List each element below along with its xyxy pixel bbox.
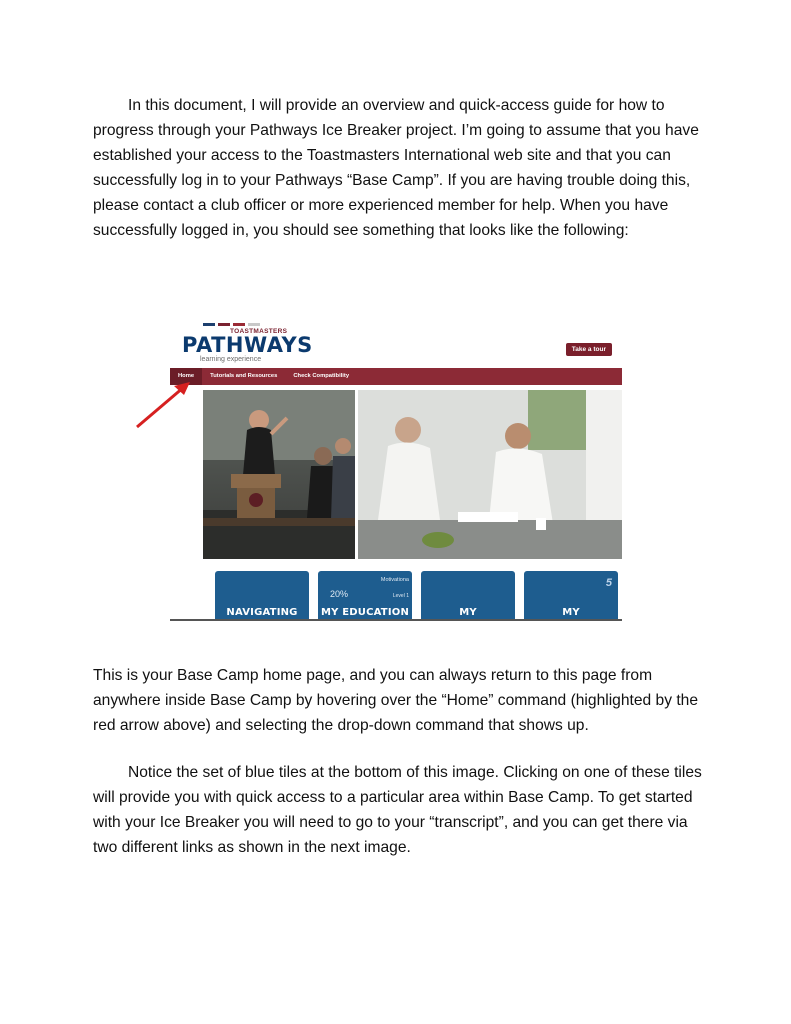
navigation-bar bbox=[170, 368, 622, 385]
home-page-paragraph: This is your Base Camp home page, and you can always return to this page from anywhere inside Base Camp by hovering over the “Home” command (highlighted by the red arrow above) and selecting the drop-down command that shows up. bbox=[93, 667, 699, 734]
tile-label: MY EDUCATION bbox=[320, 607, 410, 618]
tile-number: 5 bbox=[605, 577, 612, 589]
screenshot-header bbox=[170, 318, 622, 368]
intro-paragraph: In this document, I will provide an overview and quick-access guide for how to progress through your Pathways Ice Breaker project. I’m going to assume that you have established your access to the Toastmasters International web site and that you can successfully log in to your Pathways “Base Camp”. If you are having trouble doing this, please contact a club officer or more experienced member for help. When you have successfully logged in, you should see something that looks like the following: bbox=[93, 97, 699, 239]
red-arrow-icon bbox=[134, 380, 194, 430]
tile-level-text: Level 1 bbox=[392, 593, 409, 599]
speaker-photo bbox=[203, 390, 355, 559]
tile-progress-percent: 20% bbox=[330, 589, 349, 599]
tile-my-education[interactable] bbox=[318, 571, 412, 619]
nav-home[interactable]: Home bbox=[170, 368, 202, 385]
tile-navigating[interactable] bbox=[215, 571, 309, 619]
tile-label: MY bbox=[562, 607, 580, 618]
meeting-photo bbox=[358, 390, 622, 559]
tiles-paragraph: Notice the set of blue tiles at the bottom of this image. Clicking on one of these tiles will provide you with quick access to a particular area within Base Camp. To get started with your Ice Breaker you will need to go to your “transcript”, and you can get there via two different links as shown in the next image. bbox=[93, 764, 702, 856]
nav-tutorials-and-resources[interactable]: Tutorials and Resources bbox=[210, 373, 278, 379]
logo-toastmasters-text: TOASTMASTERS bbox=[230, 328, 288, 335]
tile-my-3[interactable] bbox=[421, 571, 515, 619]
logo-pathways-text: PATHWAYS bbox=[182, 333, 313, 357]
quick-access-tiles bbox=[215, 571, 618, 619]
tile-my-4[interactable] bbox=[524, 571, 618, 619]
nav-check-compatibility[interactable]: Check Compatibility bbox=[293, 373, 350, 379]
meeting-photo-illustration bbox=[358, 390, 622, 559]
logo-subtitle: learning experience bbox=[200, 356, 262, 363]
speaker-photo-illustration bbox=[203, 390, 355, 559]
tile-label: NAVIGATING bbox=[226, 607, 298, 618]
base-camp-screenshot bbox=[170, 318, 622, 621]
take-a-tour-button[interactable]: Take a tour bbox=[566, 343, 612, 356]
tile-label: MY bbox=[459, 607, 477, 618]
logo-color-bars bbox=[203, 323, 260, 326]
tile-caption: Motivationa bbox=[380, 577, 409, 583]
